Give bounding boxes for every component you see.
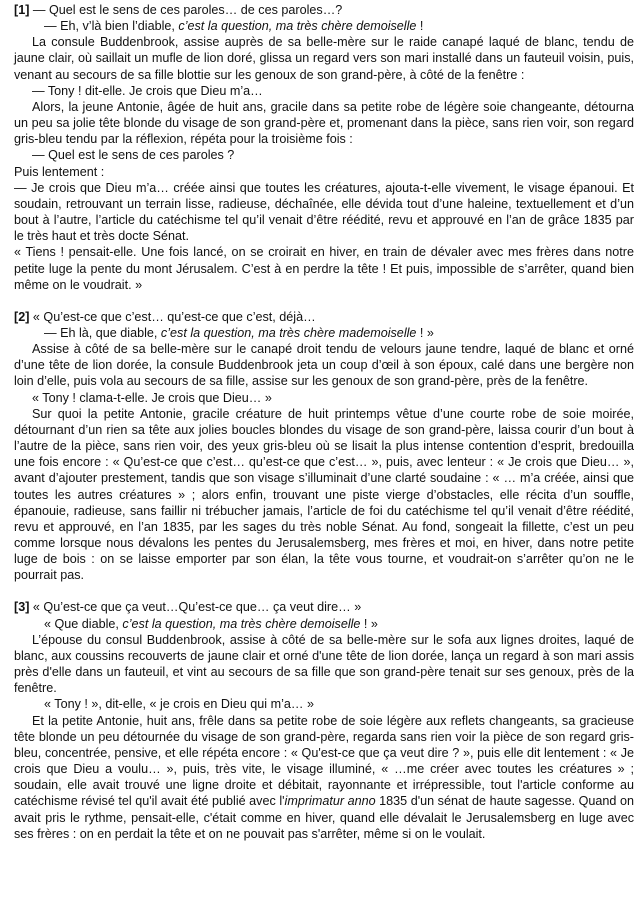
text-run: — Eh, v’là bien l’diable, <box>44 19 179 34</box>
text-run: La consule Buddenbrook, assise auprès de sa belle-mère sur le raide canapé laqué de blanc, tendu de jaune clair, où saillait un mufle de lion doré, glissa un regard vers son mari installé dans un fauteuil voisin, puis, venant au secours de sa fille blottie sur les genoux de son grand-père, à côté de la fenêtre : <box>14 35 634 82</box>
paragraph <box>14 632 634 697</box>
text-run: ! <box>416 19 424 34</box>
paragraph <box>14 406 634 584</box>
paragraph <box>14 180 634 245</box>
translation-section-3 <box>14 599 634 841</box>
text-run: L’épouse du consul Buddenbrook, assise à côté de sa belle-mère sur le sofa aux lignes droites, laqué de blanc, aux coussins recouverts de jaune clair et orné d'une tête de lion dorée, lança un regard à son mari assis près d'elle dans un fauteuil, et vint au secours de sa fille que son grand-père tenait sur ses genoux, près de la fenêtre. <box>14 632 634 696</box>
paragraph <box>14 83 634 99</box>
text-run: ! » <box>416 325 434 340</box>
text-run: « Tiens ! pensait-elle. Une fois lancé, on se croirait en hiver, en train de dévaler avec mes frères dans notre petite luge la pente du mont Jérusalem. C’est à en perdre la tête ! Et puis, impossible de s’arrêter, quand bien même on le voudrait. » <box>14 245 634 292</box>
section-number: [3] <box>14 600 30 615</box>
paragraph <box>14 244 634 292</box>
paragraph <box>14 164 634 180</box>
text-run: — Je crois que Dieu m’a… créée ainsi que toutes les créatures, ajouta-t-elle vivement, le visage épanoui. Et soudain, retrouvant un terrain lisse, radieuse, déchaînée, elle dévida tout d’une haleine, textuellement et d’un bout à l’autre, l’article du catéchisme tel qu’il venait d’être réédité, revu et approuvé en l’an de grâce 1835 par le très haut et très docte Sénat. <box>14 180 634 244</box>
section-number: [1] <box>14 3 30 17</box>
text-run: 1835 d'un sénat de haute sagesse. Quand on avait pris le rythme, pensait-elle, c'était comme en hiver, quand elle dévalait le Jerusalemsberg en luge avec ses frères : on en perdait la tête et on ne pouvait pas s'arrêter, même si on le voulait. <box>14 794 634 841</box>
italic-text: imprimatur anno <box>284 794 376 809</box>
italic-text: c’est la question, ma très chère demoiselle <box>178 19 417 34</box>
paragraph <box>14 599 634 615</box>
paragraph <box>14 341 634 389</box>
translation-section-2 <box>14 309 634 584</box>
paragraph <box>14 99 634 147</box>
text-run: ! » <box>360 616 378 631</box>
text-run: — Quel est le sens de ces paroles ? <box>32 148 235 163</box>
translation-section-1 <box>14 2 634 293</box>
text-run: « Tony ! », dit-elle, « je crois en Dieu qui m’a… » <box>44 697 314 712</box>
paragraph <box>14 309 634 325</box>
text-run: — Tony ! dit-elle. Je crois que Dieu m’a… <box>32 83 263 98</box>
text-run: Puis lentement : <box>14 164 105 179</box>
text-run: « Tony ! clama-t-elle. Je crois que Dieu… » <box>32 390 272 405</box>
paragraph <box>14 2 634 18</box>
paragraph <box>14 147 634 163</box>
paragraph <box>14 34 634 82</box>
text-run: — Eh là, que diable, <box>44 325 161 340</box>
text-run: Assise à côté de sa belle-mère sur le canapé droit tendu de velours jaune tendre, laqué de blanc et orné d’une tête de lion dorée, la consule Buddenbrook jeta un coup d’œil à son époux, calé dans une bergère non loin d’elle, puis vola au secours de sa fille, assise sur les genoux de son grand-père, près de la fenêtre. <box>14 342 634 389</box>
text-run: — Quel est le sens de ces paroles… de ces paroles…? <box>29 3 343 17</box>
italic-text: c’est la question, ma très chère demoiselle <box>122 616 361 631</box>
paragraph <box>14 616 634 632</box>
paragraph <box>14 696 634 712</box>
italic-text: c’est la question, ma très chère mademoiselle <box>160 325 417 340</box>
paragraph <box>14 390 634 406</box>
text-run: « Que diable, <box>44 616 123 631</box>
text-run: « Qu’est-ce que ça veut…Qu’est-ce que… ça veut dire… » <box>29 600 362 615</box>
paragraph <box>14 18 634 34</box>
text-run: Alors, la jeune Antonie, âgée de huit ans, gracile dans sa petite robe de légère soie changeante, détourna un peu sa jolie tête blonde du visage de son grand-père et, promenant dans la pièce, sans rien voir, son regard gris-bleu tendu par la réflexion, répéta pour la troisième fois : <box>14 99 634 147</box>
text-run: Et la petite Antonie, huit ans, frêle dans sa petite robe de soie légère aux reflets changeants, sa gracieuse tête blonde un peu détournée du visage de son grand-père, regarda sans rien voir la pièce de son regard gris-bleu, concentrée, pensive, et elle répéta encore : « Qu'est-ce que ça veut dire ? », puis elle dit lentement : « Je crois que Dieu a voulu… », puis, très vite, le visage illuminé, « …me créer avec toutes les créatures » ; soudain, elle avait trouvé une ligne droite et débitait, rayonnante et irrépressible, tout l'article conforme au catéchisme révisé tel qu'il avait été publié avec l' <box>14 713 634 809</box>
text-run: « Qu’est-ce que c’est… qu’est-ce que c’est, déjà… <box>29 309 316 324</box>
paragraph <box>14 325 634 341</box>
text-run: Sur quoi la petite Antonie, gracile créature de huit printemps vêtue d’une courte robe de soie moirée, détournant d’un rien sa tête aux jolies boucles blondes du visage de son grand-père, laissa courir d’un bout à l’autre de la pièce, sans rien voir, des yeux gris-bleu où se lisait la plus intense contention d’esprit, bredouilla une fois encore : « Qu’est-ce que c’est… qu’est-ce que c’est… », puis, avec lenteur : « Je crois que Dieu… », avant d’ajouter prestement, tandis que son visage s’illuminait d’une clarté soudaine : « … m’a créée, ainsi que toutes les autres créatures » ; alors enfin, trouvant une piste vierge d’obstacles, elle récita d’un souffle, épanouie, radieuse, sans faillir ni trébucher jamais, l’article de foi du catéchisme tel qu’il venait d’être réédité, revu et approuvé, en l’an 1835, par les sages du très noble Sénat. Au fond, songeait la fillette, c’est un peu comme lorsque nous dévalons les pentes du Jerusalemsberg, mes frères et moi, en hiver, dans notre petite luge de bois : on se laisse emporter par son élan, la tête vous tourne, et voudrait-on s’arrêter qu’on ne le pourrait pas. <box>14 406 634 583</box>
section-number: [2] <box>14 309 30 324</box>
paragraph <box>14 713 634 842</box>
